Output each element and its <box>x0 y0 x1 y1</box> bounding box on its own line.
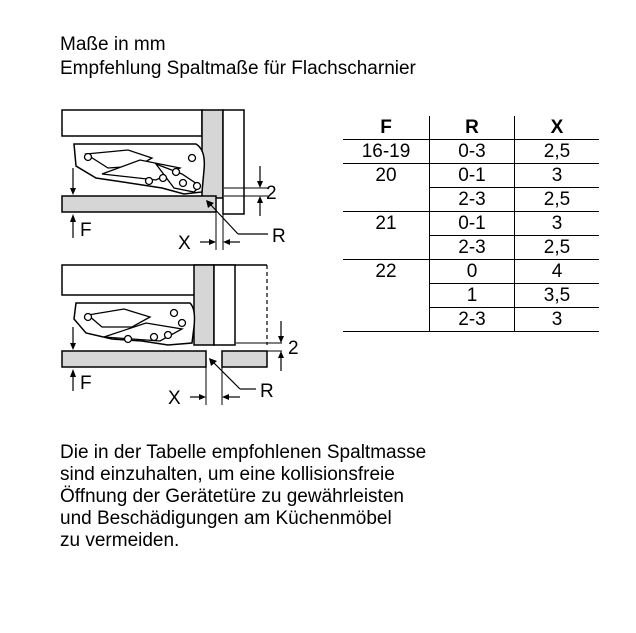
r-dimension <box>206 200 286 247</box>
cell-r: 2-3 <box>430 236 515 260</box>
cell-f: 21 <box>343 212 430 236</box>
table-row <box>343 308 599 332</box>
table-row <box>343 236 599 260</box>
r-label: R <box>260 381 274 402</box>
note-line: sind einzuhalten, um eine kollisionsfreie <box>60 464 395 485</box>
cabinet-top-panel <box>62 110 202 136</box>
cell-f: 20 <box>343 164 430 188</box>
x-dimension <box>178 212 240 254</box>
cell-x: 4 <box>515 260 600 284</box>
cell-r: 2-3 <box>430 188 515 212</box>
gap-2-label: 2 <box>288 338 299 359</box>
cabinet-top-panel <box>62 265 267 295</box>
hinge-mechanism <box>74 303 195 345</box>
cell-r: 0-1 <box>430 164 515 188</box>
table-row <box>343 260 599 284</box>
cell-f: 16-19 <box>361 141 411 162</box>
cell-x: 2,5 <box>515 140 600 164</box>
cell-r: 0-3 <box>430 140 515 164</box>
gap-2-label: 2 <box>266 183 277 204</box>
f-label: F <box>80 373 92 394</box>
table-header-row <box>343 116 599 140</box>
cell-x: 3 <box>515 164 600 188</box>
cell-f <box>343 188 430 212</box>
header-r: R <box>430 116 515 140</box>
hinge-mechanism <box>74 144 204 194</box>
gap-spec-table <box>343 116 599 332</box>
table-row <box>343 164 599 188</box>
note-line: zu vermeiden. <box>60 530 180 551</box>
cell-f: 22 <box>343 260 430 284</box>
cell-x: 2,5 <box>515 236 600 260</box>
header-x: X <box>515 116 600 140</box>
header-f: F <box>343 116 430 140</box>
cell-f <box>343 308 430 332</box>
cell-r: 1 <box>430 284 515 308</box>
cell-r: 0 <box>430 260 515 284</box>
table-row <box>343 212 599 236</box>
cabinet-base-panel <box>62 351 267 367</box>
hinge-diagram-top <box>56 104 316 256</box>
instruction-note <box>60 442 426 552</box>
x-label: X <box>168 388 181 409</box>
note-line: Die in der Tabelle empfohlenen Spaltmasse <box>60 442 427 463</box>
cell-x: 2,5 <box>515 188 600 212</box>
cell-r: 0-1 <box>430 212 515 236</box>
table-row <box>343 284 599 308</box>
f-label: F <box>80 220 92 241</box>
hinge-gap-recommendation-title: Empfehlung Spaltmaße für Flachscharnier <box>60 58 416 79</box>
cell-f <box>343 236 430 260</box>
door-panel <box>194 265 267 345</box>
cell-x: 3,5 <box>515 284 600 308</box>
note-line: und Beschädigungen am Küchenmöbel <box>60 508 392 529</box>
cell-r: 2-3 <box>430 308 515 332</box>
x-label: X <box>178 233 191 254</box>
cell-f <box>343 284 430 308</box>
units-caption: Maße in mm <box>60 34 166 55</box>
hinge-diagram-bottom <box>56 257 316 409</box>
note-line: Öffnung der Gerätetüre zu gewährleisten <box>60 486 404 507</box>
cell-x: 3 <box>515 212 600 236</box>
cabinet-base-panel <box>62 196 216 212</box>
table-row <box>343 140 599 164</box>
table-row <box>343 188 599 212</box>
cell-x: 3 <box>515 308 600 332</box>
r-label: R <box>272 226 286 247</box>
